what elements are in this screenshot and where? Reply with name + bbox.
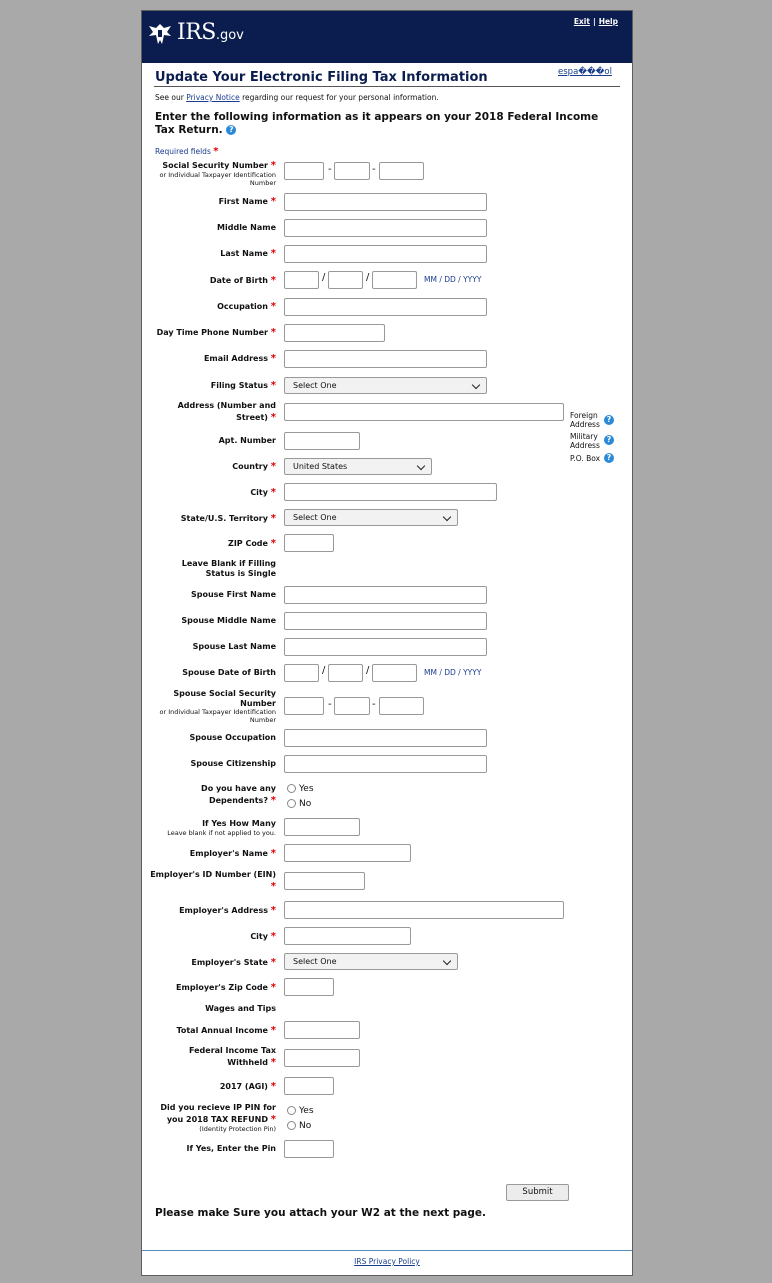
filing-status-label: Filing Status *: [210, 380, 276, 391]
spanish-language-link[interactable]: espa���ol: [558, 67, 612, 77]
spouse-first-name-input[interactable]: [284, 586, 487, 604]
phone-input[interactable]: [284, 324, 385, 342]
irs-eagle-logo-icon: [147, 22, 173, 46]
ssn-part1-input[interactable]: [284, 162, 324, 180]
spouse-last-name-label: Spouse Last Name: [192, 642, 276, 651]
total-income-label: Total Annual Income *: [176, 1025, 276, 1036]
agi-input[interactable]: [284, 1077, 334, 1095]
spouse-ssn-part2-input[interactable]: [334, 697, 370, 715]
dob-month-input[interactable]: [284, 271, 319, 289]
ssn-part3-input[interactable]: [379, 162, 424, 180]
spouse-dob-month-input[interactable]: [284, 664, 319, 682]
employer-state-label: Employer's State *: [191, 957, 276, 968]
top-links: [574, 17, 618, 26]
how-many-label: If Yes How Many Leave blank if not applied to you.: [167, 819, 276, 837]
spouse-first-name-label: Spouse First Name: [190, 590, 276, 599]
address-input[interactable]: [284, 403, 564, 421]
date-slash: /: [322, 665, 326, 676]
date-format-hint: MM / DD / YYYY: [424, 668, 482, 677]
foreign-address-link[interactable]: Foreign Address ?: [570, 411, 615, 429]
apt-label: Apt. Number: [218, 436, 276, 445]
ip-pin-yes-option[interactable]: Yes: [287, 1105, 314, 1117]
form-instruction: Enter the following information as it appears on your 2018 Federal Income Tax Return. ?: [155, 111, 599, 136]
help-icon[interactable]: ?: [604, 453, 614, 463]
how-many-input[interactable]: [284, 818, 360, 836]
city-label: City *: [250, 487, 276, 498]
federal-withheld-input[interactable]: [284, 1049, 360, 1067]
irs-privacy-policy-link[interactable]: IRS Privacy Policy: [354, 1257, 420, 1266]
employer-ein-input[interactable]: [284, 872, 365, 890]
country-select[interactable]: United States: [284, 458, 432, 475]
spouse-ssn-part1-input[interactable]: [284, 697, 324, 715]
spouse-section-note: Leave Blank if Filling Status is Single: [181, 559, 276, 578]
zip-input[interactable]: [284, 534, 334, 552]
spouse-dob-year-input[interactable]: [372, 664, 417, 682]
military-address-link[interactable]: Military Address ?: [570, 432, 615, 450]
pin-input[interactable]: [284, 1140, 334, 1158]
dependents-label: Do you have any Dependents? *: [201, 784, 276, 806]
spouse-ssn-part3-input[interactable]: [379, 697, 424, 715]
privacy-notice-link[interactable]: Privacy Notice: [186, 93, 240, 102]
spouse-occupation-input[interactable]: [284, 729, 487, 747]
ssn-part2-input[interactable]: [334, 162, 370, 180]
wages-heading: Wages and Tips: [205, 1004, 276, 1013]
spouse-citizenship-label: Spouse Citizenship: [190, 759, 276, 768]
employer-ein-label: Employer's ID Number (EIN) *: [150, 870, 276, 892]
spouse-dob-day-input[interactable]: [328, 664, 363, 682]
country-label: Country *: [232, 461, 276, 472]
page-title: Update Your Electronic Filing Tax Information: [155, 70, 488, 85]
city-input[interactable]: [284, 483, 497, 501]
footer-divider: [142, 1250, 632, 1251]
page-container: [141, 10, 633, 1276]
date-slash: /: [322, 272, 326, 283]
ip-pin-no-radio[interactable]: [287, 1121, 296, 1130]
help-link[interactable]: Help: [598, 17, 618, 26]
footer: [142, 1257, 632, 1266]
dependents-yes-radio[interactable]: [287, 784, 296, 793]
address-label: Address (Number and Street) *: [177, 401, 276, 423]
email-input[interactable]: [284, 350, 487, 368]
site-header: [142, 11, 632, 63]
middle-name-input[interactable]: [284, 219, 487, 237]
first-name-input[interactable]: [284, 193, 487, 211]
ssn-label: Social Security Number * or Individual Taxpayer Identification Number: [159, 160, 276, 187]
ip-pin-no-option[interactable]: No: [287, 1120, 311, 1132]
chevron-down-icon: [417, 462, 425, 470]
spouse-occupation-label: Spouse Occupation: [189, 733, 276, 742]
chevron-down-icon: [443, 957, 451, 965]
title-divider: [154, 86, 620, 87]
exit-link[interactable]: Exit: [573, 17, 590, 26]
required-fields-note: Required fields *: [155, 146, 219, 157]
dob-year-input[interactable]: [372, 271, 417, 289]
help-icon[interactable]: ?: [604, 415, 614, 425]
dependents-no-option[interactable]: No: [287, 798, 311, 810]
spouse-last-name-input[interactable]: [284, 638, 487, 656]
federal-withheld-label: Federal Income Tax Withheld *: [188, 1046, 276, 1068]
first-name-label: First Name *: [218, 196, 276, 207]
dependents-yes-option[interactable]: Yes: [287, 783, 314, 795]
email-label: Email Address *: [203, 353, 276, 364]
chevron-down-icon: [443, 513, 451, 521]
phone-label: Day Time Phone Number *: [156, 327, 276, 338]
employer-name-label: Employer's Name *: [189, 848, 276, 859]
spouse-middle-name-input[interactable]: [284, 612, 487, 630]
employer-zip-label: Employer's Zip Code *: [176, 982, 276, 993]
ssn-dash: -: [328, 699, 332, 710]
zip-label: ZIP Code *: [228, 538, 276, 549]
agi-label: 2017 (AGI) *: [219, 1081, 276, 1092]
chevron-down-icon: [472, 381, 480, 389]
dependents-no-radio[interactable]: [287, 799, 296, 808]
spouse-citizenship-input[interactable]: [284, 755, 487, 773]
po-box-link[interactable]: P.O. Box ?: [570, 454, 615, 463]
privacy-notice-text: See our Privacy Notice regarding our request for your personal information.: [155, 93, 439, 102]
closing-message: Please make Sure you attach your W2 at the next page.: [155, 1207, 486, 1219]
state-select[interactable]: Select One: [284, 509, 458, 526]
employer-zip-input[interactable]: [284, 978, 334, 996]
spouse-middle-name-label: Spouse Middle Name: [181, 616, 276, 625]
date-slash: /: [366, 272, 370, 283]
dob-label: Date of Birth *: [209, 275, 276, 286]
employer-city-label: City *: [250, 931, 276, 942]
date-slash: /: [366, 665, 370, 676]
occupation-label: Occupation *: [217, 301, 276, 312]
date-format-hint: MM / DD / YYYY: [424, 275, 482, 284]
irs-logo-text[interactable]: IRS.gov: [177, 20, 244, 45]
state-label: State/U.S. Territory *: [180, 513, 276, 524]
apt-input[interactable]: [284, 432, 360, 450]
ip-pin-question-label: Did you recieve IP PIN for you 2018 TAX REFUND * (Identity Protection Pin): [160, 1103, 276, 1133]
middle-name-label: Middle Name: [217, 223, 276, 232]
ssn-dash: -: [328, 164, 332, 175]
employer-city-input[interactable]: [284, 927, 411, 945]
help-icon[interactable]: ?: [226, 125, 236, 135]
enter-pin-label: If Yes, Enter the Pin: [186, 1144, 276, 1153]
employer-state-select[interactable]: Select One: [284, 953, 458, 970]
spouse-dob-label: Spouse Date of Birth: [182, 668, 276, 677]
ssn-dash: -: [372, 699, 376, 710]
occupation-input[interactable]: [284, 298, 487, 316]
ip-pin-yes-radio[interactable]: [287, 1106, 296, 1115]
submit-button[interactable]: Submit: [506, 1184, 569, 1201]
dob-day-input[interactable]: [328, 271, 363, 289]
employer-address-label: Employer's Address *: [179, 905, 276, 916]
last-name-label: Last Name *: [220, 248, 276, 259]
link-separator: |: [592, 17, 596, 26]
filing-status-select[interactable]: Select One: [284, 377, 487, 394]
employer-address-input[interactable]: [284, 901, 564, 919]
spouse-ssn-label: Spouse Social Security Number or Individual Taxpayer Identification Number: [159, 689, 276, 724]
total-income-input[interactable]: [284, 1021, 360, 1039]
last-name-input[interactable]: [284, 245, 487, 263]
employer-name-input[interactable]: [284, 844, 411, 862]
help-icon[interactable]: ?: [604, 435, 614, 445]
ssn-dash: -: [372, 164, 376, 175]
